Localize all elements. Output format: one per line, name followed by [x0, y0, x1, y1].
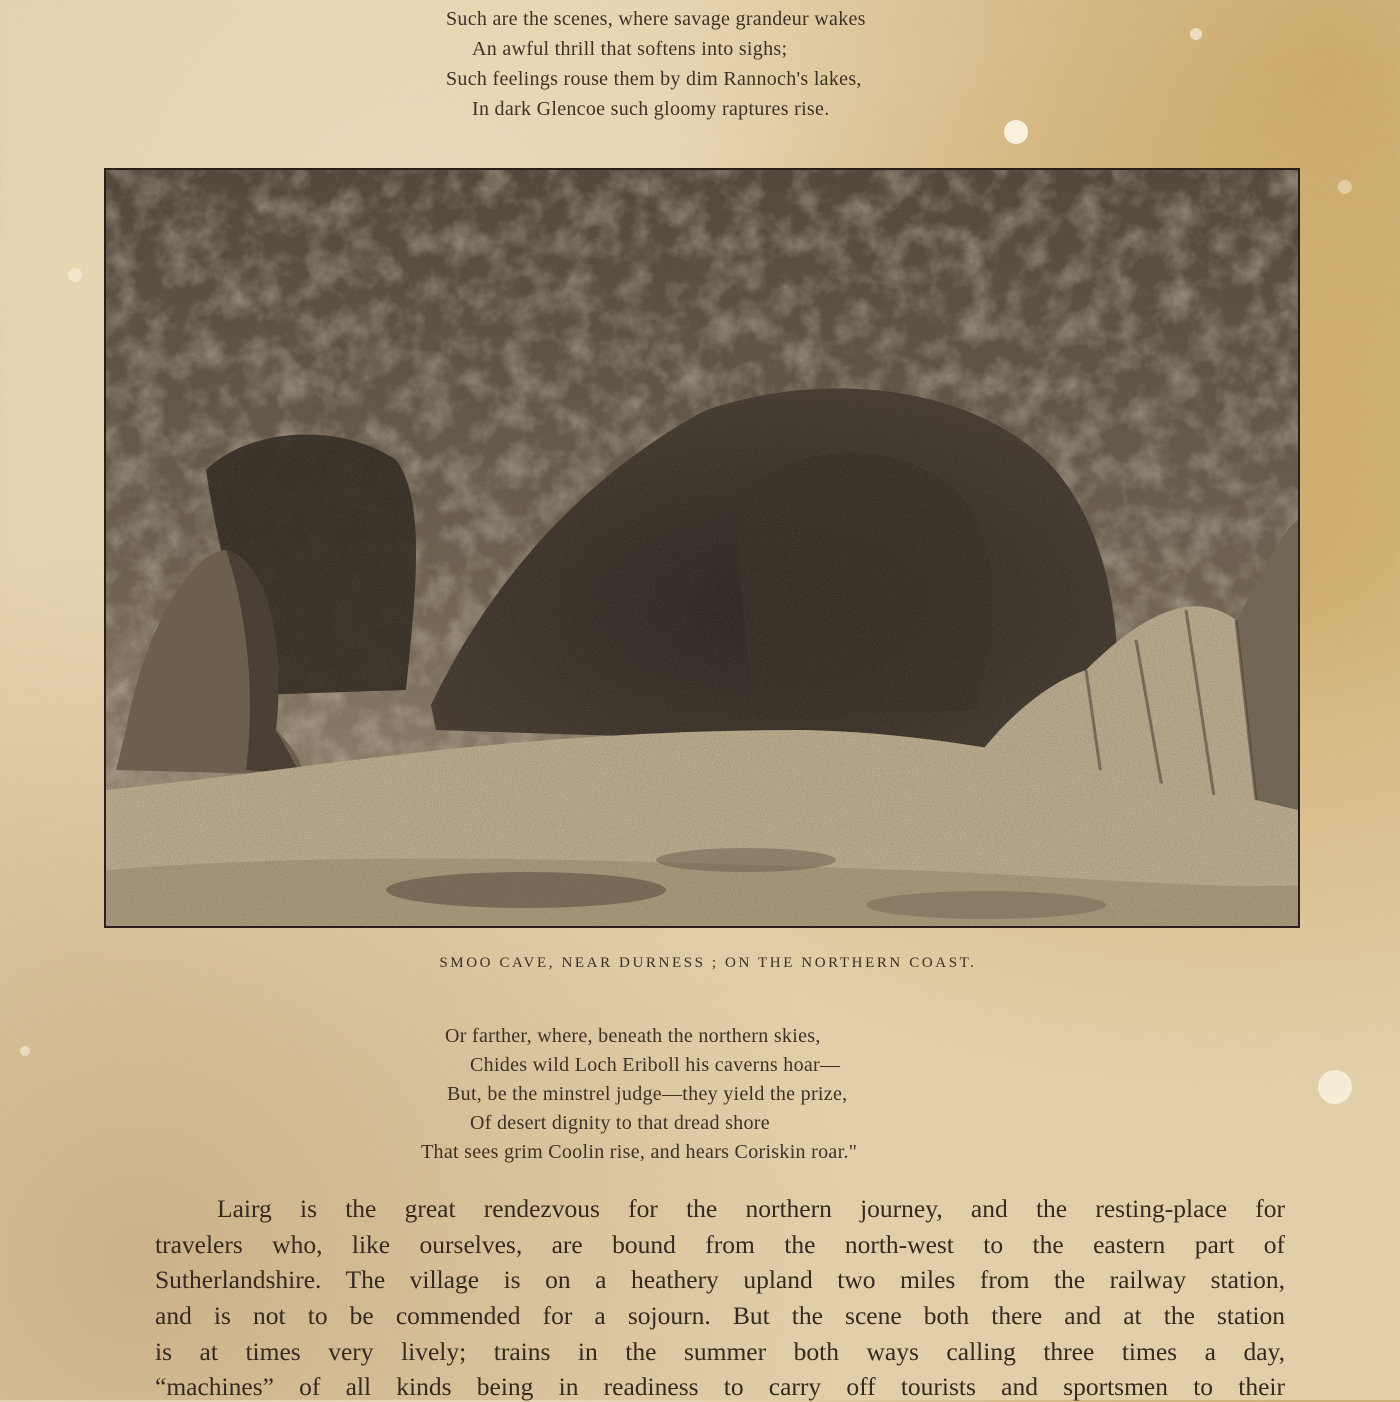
text-line: Lairg is the great rendezvous for the northern journey, and the resting-place for: [217, 1194, 1285, 1223]
cave-engraving: [106, 170, 1298, 926]
paper-speck: [1190, 28, 1202, 40]
verse-line: But, be the minstrel judge—they yield the prize,: [447, 1083, 848, 1105]
verse-line: An awful thrill that softens into sighs;: [472, 38, 788, 60]
illustration-caption: SMOO CAVE, NEAR DURNESS ; ON THE NORTHERN COAST.: [439, 955, 977, 971]
verse-line: That sees grim Coolin rise, and hears Coriskin roar.": [421, 1141, 858, 1163]
paper-speck: [1318, 1070, 1352, 1104]
text-line: and is not to be commended for a sojourn. But the scene both there and at the station: [155, 1301, 1285, 1330]
cave-illustration: [104, 168, 1300, 928]
verse-line: Such feelings rouse them by dim Rannoch's lakes,: [446, 68, 862, 90]
verse-line: In dark Glencoe such gloomy raptures rise.: [472, 98, 830, 120]
text-line: “machines” of all kinds being in readiness to carry off tourists and sportsmen to their: [155, 1372, 1285, 1401]
paper-speck: [1338, 180, 1352, 194]
paper-speck: [68, 268, 82, 282]
verse-line: Such are the scenes, where savage grandeur wakes: [446, 8, 866, 30]
text-line: travelers who, like ourselves, are bound from the north-west to the eastern part of: [155, 1230, 1285, 1259]
verse-line: Of desert dignity to that dread shore: [470, 1112, 770, 1134]
text-line: is at times very lively; trains in the summer both ways calling three times a day,: [155, 1337, 1285, 1366]
paper-speck: [1004, 120, 1028, 144]
verse-line: Or farther, where, beneath the northern skies,: [445, 1025, 821, 1047]
paper-speck: [20, 1046, 30, 1056]
verse-line: Chides wild Loch Eriboll his caverns hoar—: [470, 1054, 841, 1076]
text-line: Sutherlandshire. The village is on a heathery upland two miles from the railway station,: [155, 1265, 1285, 1294]
